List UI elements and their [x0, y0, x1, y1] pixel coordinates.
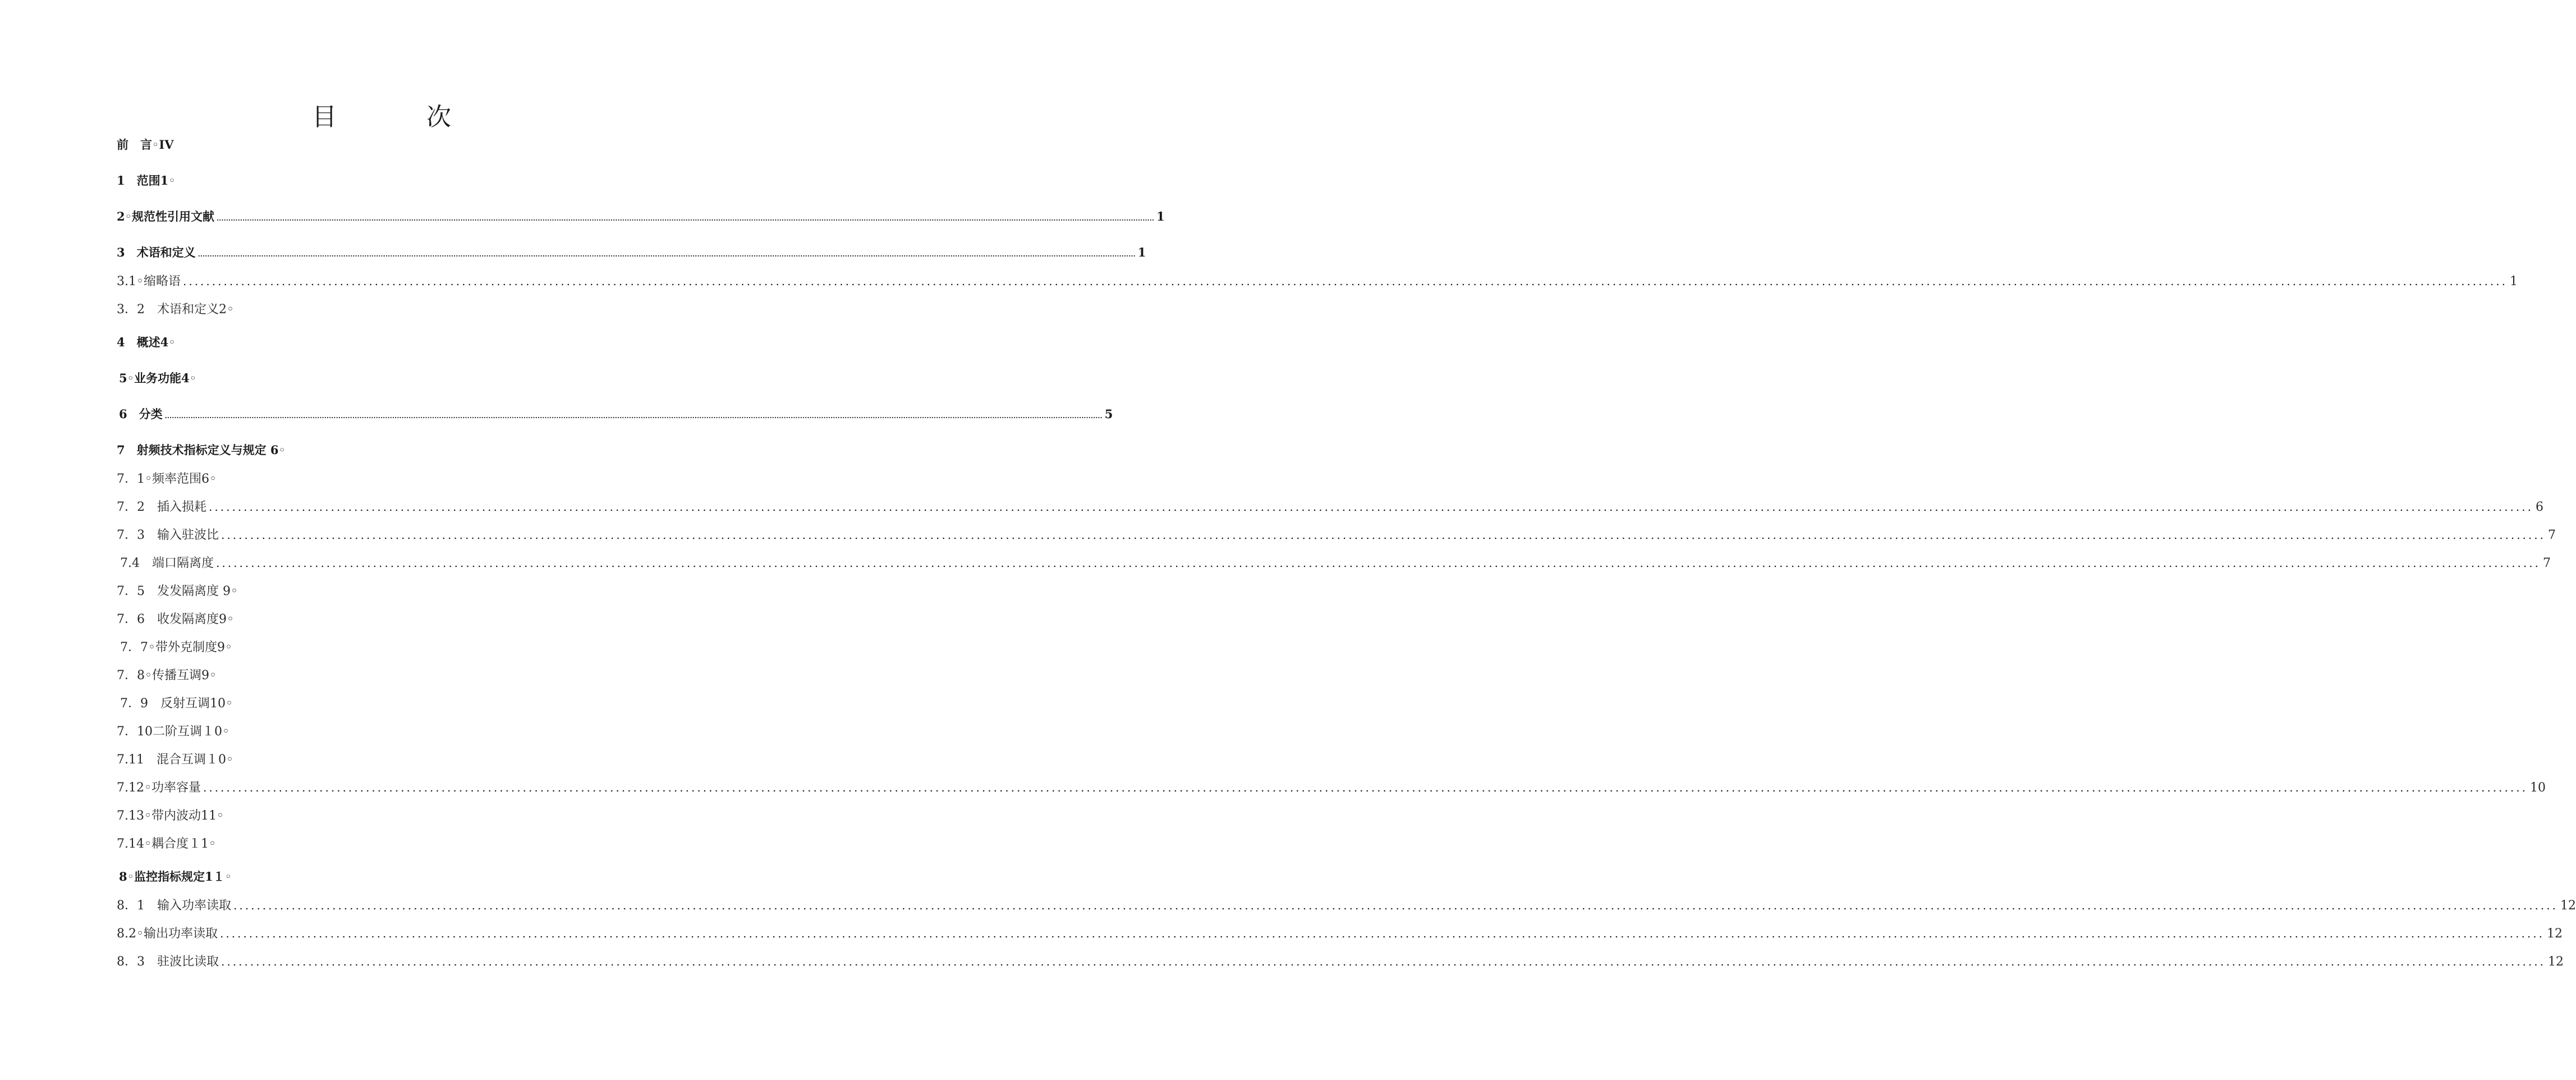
toc-entry-page-number: 12 [2560, 899, 2576, 913]
toc-entry[interactable] [117, 497, 2543, 515]
toc-entry-number: 8◦ [119, 870, 134, 884]
toc-entry-page-number: 6 [2535, 500, 2543, 514]
toc-entry[interactable] [117, 924, 2563, 942]
toc-entry-number: 3 [117, 245, 125, 259]
toc-dot-leader: ................................................................................................................................................................................................................................................................................................................................................................................................................ [217, 214, 1155, 222]
toc-entry[interactable] [117, 610, 653, 628]
toc-title: 目 次 [312, 103, 484, 131]
toc-entry-label: 输入功率读取 [145, 899, 232, 913]
toc-entry-number: 8．3 [117, 955, 145, 969]
toc-entry[interactable] [117, 666, 653, 684]
toc-entry-label: 输出功率读取 [143, 927, 218, 941]
toc-entry-label: 带内波动11◦ [151, 809, 224, 823]
toc-entry[interactable] [117, 778, 2546, 796]
toc-entry-number: 7．10 [117, 725, 153, 739]
toc-entry-page-number: 5 [1104, 407, 1113, 421]
toc-entry-number: 8.2◦ [117, 927, 144, 941]
toc-entry-number: 7.14◦ [117, 837, 151, 851]
toc-entry-number: 7.11 [117, 753, 144, 767]
toc-entry-number: 6 [119, 407, 127, 421]
toc-entry-page-number: ◦IV [152, 138, 174, 152]
toc-entry-number: 7．5 [117, 584, 145, 598]
toc-entry[interactable] [117, 582, 653, 600]
toc-entry[interactable] [117, 300, 653, 318]
toc-entry-label: 收发隔离度9◦ [145, 612, 234, 626]
toc-entry-number: 7．2 [117, 500, 145, 514]
toc-entry[interactable] [119, 868, 653, 886]
toc-entry[interactable] [120, 638, 653, 656]
toc-entry[interactable] [117, 896, 2576, 914]
toc-dot-leader: ................................................................................................................................................................................................................................................................................................................................................................................................................ [233, 899, 2558, 912]
toc-entry-label: 发发隔离度 9◦ [145, 584, 238, 598]
toc-entry-label: 术语和定义 [125, 245, 196, 259]
toc-entry[interactable] [117, 272, 2518, 290]
toc-entry-label: 带外克制度9◦ [155, 640, 232, 655]
toc-entry-label: 传播互调9◦ [151, 669, 217, 683]
toc-entry-page-number: 1 [1156, 209, 1165, 223]
toc-entry[interactable] [117, 172, 653, 190]
toc-entry-label: 输入驻波比 [145, 528, 219, 542]
toc-entry-label: 术语和定义2◦ [145, 303, 234, 317]
toc-entry-label: 范围1◦ [125, 173, 176, 187]
toc-entry-page-number: 7 [2542, 556, 2551, 570]
toc-entry[interactable] [119, 369, 653, 387]
toc-entry-number: 7.4 [120, 556, 140, 570]
toc-entry[interactable] [117, 952, 2564, 970]
toc-dot-leader: ................................................................................................................................................................................................................................................................................................................................................................................................................ [216, 556, 2541, 570]
toc-entry-number: 7 [117, 443, 125, 457]
toc-entry[interactable] [119, 405, 1113, 423]
toc-dot-leader: ................................................................................................................................................................................................................................................................................................................................................................................................................ [209, 500, 2533, 514]
toc-entry[interactable] [120, 694, 653, 712]
toc-entry[interactable] [117, 469, 653, 487]
toc-entry-page-number: 10 [2529, 781, 2546, 795]
toc-entry-number: 7．7◦ [120, 640, 155, 655]
toc-entry-label: 插入损耗 [145, 500, 207, 514]
toc-entry-number: 7．8◦ [117, 669, 152, 683]
toc-entry[interactable] [117, 333, 653, 351]
toc-entry-label: 射频技术指标定义与规定 6◦ [125, 443, 286, 457]
toc-entry-number: 2◦ [117, 209, 132, 223]
toc-entry-number: 7．9 [120, 697, 148, 711]
toc-entry-label: 规范性引用文献 [132, 209, 214, 223]
toc-entry-number: 3.1◦ [117, 274, 144, 289]
toc-entry[interactable] [117, 136, 653, 154]
toc-entry[interactable] [117, 441, 653, 459]
toc-entry-number: 8．1 [117, 899, 145, 913]
toc-entry-label: 监控指标规定1１◦ [134, 870, 232, 884]
toc-entry-label: 耦合度１1◦ [151, 837, 216, 851]
toc-dot-leader: ................................................................................................................................................................................................................................................................................................................................................................................................................ [203, 781, 2528, 794]
toc-entry-label: 混合互调１0◦ [144, 753, 233, 767]
toc-entry-page-number: 7 [2547, 528, 2556, 542]
toc-entry[interactable] [117, 750, 653, 768]
toc-entry-label: 功率容量 [151, 781, 201, 795]
toc-entry-label: 反射互调10◦ [148, 697, 233, 711]
toc-dot-leader: ................................................................................................................................................................................................................................................................................................................................................................................................................ [164, 412, 1103, 420]
toc-entry-label: 驻波比读取 [145, 955, 219, 969]
toc-entry-number: 7．3 [117, 528, 145, 542]
toc-dot-leader: ................................................................................................................................................................................................................................................................................................................................................................................................................ [198, 250, 1136, 258]
toc-entry-label: 缩略语 [143, 274, 181, 289]
toc-entry[interactable] [117, 525, 2556, 543]
toc-entry-number: 5◦ [119, 371, 134, 385]
toc-entry[interactable] [120, 553, 2551, 571]
toc-entry[interactable] [117, 722, 653, 740]
toc-entry-label: 分类 [127, 407, 163, 421]
toc-entry-number: 1 [117, 173, 125, 187]
toc-dot-leader: ................................................................................................................................................................................................................................................................................................................................................................................................................ [221, 528, 2546, 542]
toc-entry[interactable] [117, 806, 653, 824]
toc-entry[interactable] [117, 244, 1146, 262]
toc-entry-number: 7.12◦ [117, 781, 151, 795]
toc-entry-page-number: 12 [2546, 927, 2563, 941]
toc-entry[interactable] [117, 834, 653, 852]
toc-entry-label: 端口隔离度 [140, 556, 214, 570]
toc-entry-number: 4 [117, 335, 125, 349]
toc-entry-number: 7．6 [117, 612, 145, 626]
toc-entry-label: 概述4◦ [125, 335, 176, 349]
toc-entry[interactable] [117, 208, 1165, 226]
toc-entry-page-number: 12 [2547, 955, 2564, 969]
toc-dot-leader: ................................................................................................................................................................................................................................................................................................................................................................................................................ [221, 955, 2546, 968]
toc-entry-number: 7．1◦ [117, 472, 152, 486]
toc-entry-number: 7.13◦ [117, 809, 151, 823]
toc-entry-number: 前 言 [117, 138, 152, 152]
toc-entry-page-number: 1 [2509, 274, 2518, 289]
toc-entry-label: 频率范围6◦ [151, 472, 217, 486]
toc-entry-page-number: 1 [1137, 245, 1146, 259]
toc-entry-number: 3．2 [117, 303, 145, 317]
toc-entry-label: 二阶互调１0◦ [153, 725, 229, 739]
toc-entry-label: 业务功能4◦ [134, 371, 196, 385]
toc-dot-leader: ................................................................................................................................................................................................................................................................................................................................................................................................................ [182, 274, 2508, 288]
toc-dot-leader: ................................................................................................................................................................................................................................................................................................................................................................................................................ [219, 927, 2545, 940]
